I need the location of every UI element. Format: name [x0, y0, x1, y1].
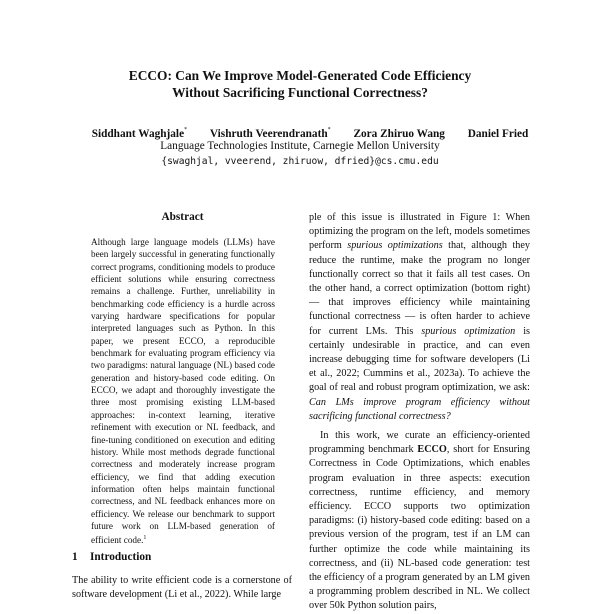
section-heading-introduction	[72, 551, 151, 563]
paper-title	[0, 67, 600, 101]
emphasis-spurious-optimizations: spurious optimizations	[347, 240, 443, 252]
benchmark-name: ECCO	[417, 444, 447, 456]
text-run: is certainly undesirable in practice, and can even increase debugging time for software developers (Li et al., 2022; Cummins et al., 2023a). To achieve the goal of real and robust program optimization, we ask:	[309, 325, 530, 394]
author-name: Vishruth Veerendranath	[209, 127, 328, 140]
right-paragraph-2	[309, 429, 530, 614]
title-line-2: Without Sacrificing Functional Correctness?	[172, 85, 428, 100]
author-name: Daniel Fried	[467, 127, 529, 140]
equal-contribution-mark: *	[184, 127, 188, 133]
text-run: that, although they reduce the runtime, make the program no longer functionally correct so that it fails all test cases. On the other hand, a correct optimization (bottom right) — that improves efficiency while maintaining functional correctness — is often harder to achieve for current LMs. This	[309, 240, 530, 337]
text-run: , short for	[446, 444, 494, 456]
acronym-expansion: Ensuring Correctness in Code Optimizations	[309, 444, 530, 470]
emphasis-spurious-optimization: spurious optimization	[421, 325, 516, 337]
text-run: , which enables program evaluation in three aspects: execution correctness, runtime efficiency, and memory efficiency. ECCO supports two optimization paradigms: (i) history-based code editing: based on a previous version of the program, test if an LM can further optimize the code while maintaining its correctness, and (ii) NL-based code generation: test the efficiency of a program generated by an LM given a programming problem described in NL. We collect over 50k Python solution pairs,	[309, 458, 530, 612]
research-question: Can LMs improve program efficiency without sacrificing functional correctness?	[309, 396, 530, 422]
title-line-1: ECCO: Can We Improve Model-Generated Code Efficiency	[128, 68, 472, 83]
abstract-heading: Abstract	[161, 211, 204, 223]
right-column	[309, 211, 530, 614]
text-run: In this work, we curate an efficiency-oriented programming benchmark	[309, 430, 530, 456]
abstract-text: Although large language models (LLMs) have been largely successful in generating functionally correct programs, conditioning models to produce efficient solutions while ensuring correctness remains a challenge. Further, unreliability in benchmarking code efficiency is a hurdle across varying hardware specifications for popular interpreted languages such as Python. In this paper, we present ECCO, a reproducible benchmark for evaluating program efficiency via two paradigms: natural language (NL) based code generation and history-based code editing. On ECCO, we adapt and thoroughly investigate the three most promising existing LLM-based approaches: in-context learning, iterative refinement with execution or NL feedback, and fine-tuning conditioned on execution and editing history. While most methods degrade functional correctness and moderately increase program efficiency, we find that adding execution information often helps maintain functional correctness, and NL feedback enhances more on efficiency. We release our benchmark to support future work on LLM-based generation of efficient code.	[91, 237, 275, 546]
section-number: 1	[72, 551, 78, 563]
affiliation: Language Technologies Institute, Carnegie Mellon University	[160, 140, 440, 152]
text-run: ple of this issue is illustrated in Figure 1: When optimizing the program on the left, models sometimes perform	[309, 212, 530, 252]
author-emails: {swaghjal, vveerend, zhiruow, dfried}@cs.cmu.edu	[161, 156, 439, 167]
right-paragraph-1	[309, 211, 530, 424]
introduction-text: The ability to write efficient code is a cornerstone of software development (Li et al., 2022). While large	[72, 575, 292, 601]
author-name: Zora Zhiruo Wang	[353, 127, 445, 140]
abstract-body	[91, 236, 275, 547]
equal-contribution-mark: *	[327, 127, 331, 133]
section-title: Introduction	[90, 551, 152, 563]
footnote-mark: 1	[143, 535, 147, 542]
author-name: Siddhant Waghjale	[91, 127, 185, 140]
